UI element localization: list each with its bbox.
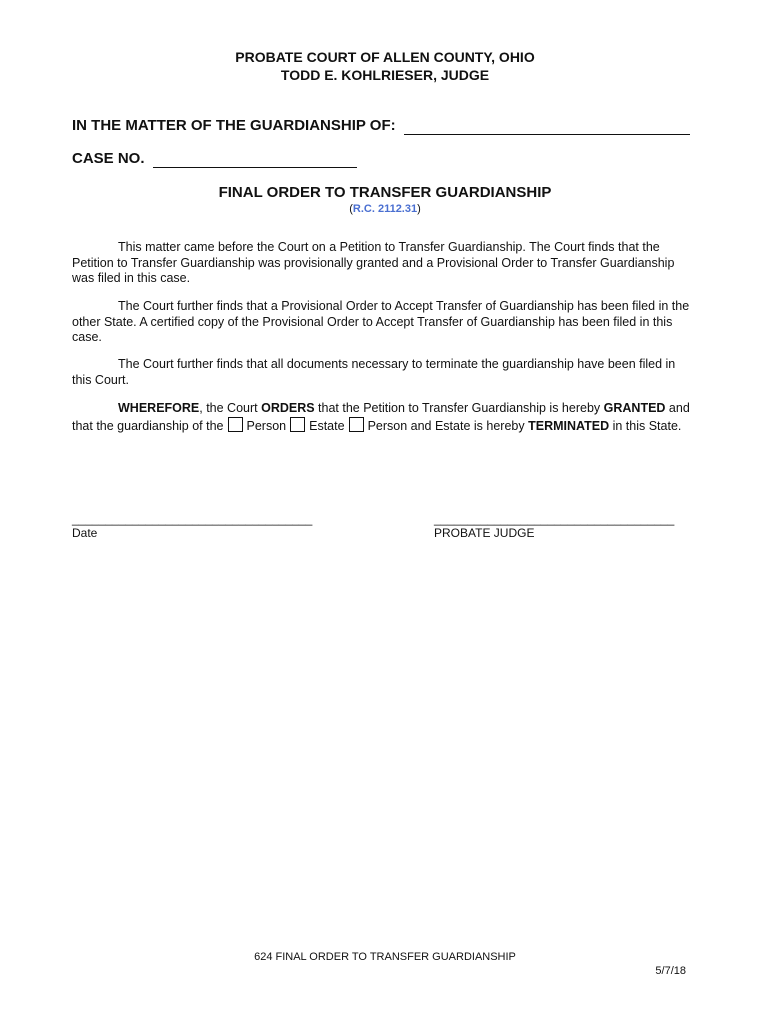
statute-reference (0, 202, 770, 216)
court-name: PROBATE COURT OF ALLEN COUNTY, OHIO (235, 49, 535, 65)
paragraph-3-text: The Court further finds that all documents necessary to terminate the guardianship have been filed in this Court. (72, 357, 676, 387)
judge-name: TODD E. KOHLRIESER, JUDGE (280, 67, 490, 83)
wherefore-text: WHEREFORE (118, 401, 200, 415)
statute-close: ) (417, 203, 421, 215)
date-signature-block (72, 512, 312, 540)
estate-label: Estate (309, 419, 345, 433)
orders-text-a: , the Court (199, 401, 262, 415)
paragraph-3 (72, 357, 696, 388)
granted-text: GRANTED (603, 401, 666, 415)
orders-text-b: that the Petition to Transfer Guardianship is hereby (314, 401, 604, 415)
ward-name-field[interactable] (404, 120, 690, 135)
paragraph-1-text: This matter came before the Court on a Petition to Transfer Guardianship. The Court finds that the Petition to Transfer Guardianship was provisionally granted and a Provisional Order to Transfer Guardianship was filed in this case. (72, 240, 675, 285)
matter-caption (72, 117, 690, 135)
terminated-text: TERMINATED (528, 419, 610, 433)
date-line[interactable]: ____________________________________ (72, 512, 313, 526)
judge-signature-block (434, 512, 674, 540)
person-label: Person (246, 419, 287, 433)
orders-text-c: and that the guardianship of the (72, 401, 690, 433)
probate-judge-label: PROBATE JUDGE (434, 526, 535, 540)
revision-date: 5/7/18 (655, 965, 686, 977)
person-and-estate-label: Person and Estate is hereby (367, 419, 525, 433)
orders-text-d: in this State. (609, 419, 682, 433)
paragraph-orders (72, 399, 696, 435)
person-checkbox[interactable] (228, 417, 243, 432)
paragraph-2 (72, 299, 696, 346)
statute-link[interactable]: R.C. 2112.31 (352, 203, 418, 215)
case-number-label: CASE NO. (72, 150, 145, 167)
estate-checkbox[interactable] (290, 417, 305, 432)
date-label: Date (72, 526, 98, 540)
case-number-caption (72, 150, 357, 168)
statute-open: ( (349, 203, 353, 215)
form-footer: 624 FINAL ORDER TO TRANSFER GUARDIANSHIP (254, 951, 516, 963)
paragraph-2-text: The Court further finds that a Provisional Order to Accept Transfer of Guardianship has been filed in the other State. A certified copy of the Provisional Order to Accept Transfer of Guardianship has been filed in this case. (72, 299, 690, 344)
person-and-estate-checkbox[interactable] (349, 417, 364, 432)
judge-signature-line[interactable]: ____________________________________ (434, 512, 675, 526)
document-title: FINAL ORDER TO TRANSFER GUARDIANSHIP (218, 184, 552, 201)
paragraph-1 (72, 240, 696, 287)
matter-label: IN THE MATTER OF THE GUARDIANSHIP OF: (72, 117, 396, 134)
case-number-field[interactable] (153, 153, 357, 168)
orders-text: ORDERS (261, 401, 315, 415)
